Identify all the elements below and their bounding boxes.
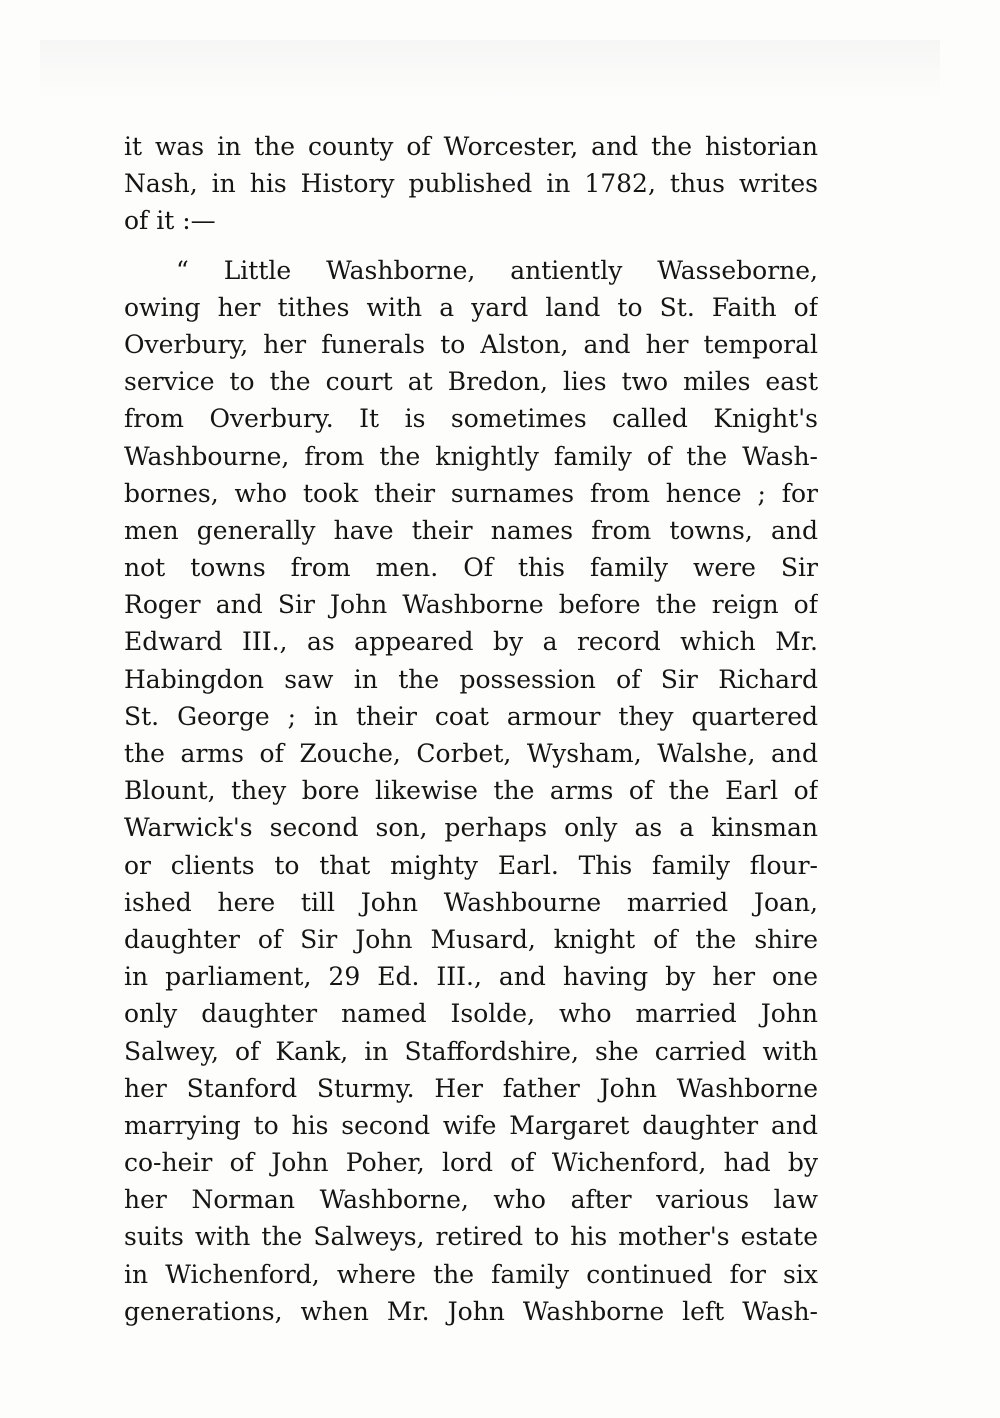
text-line: of it :—: [124, 206, 216, 236]
text-line: her Norman Washborne, who after various law: [124, 1185, 818, 1215]
text-line: owing her tithes with a yard land to St. Faith of: [124, 292, 818, 322]
text-line: marrying to his second wife Margaret daughter and: [124, 1110, 818, 1140]
text-line: the arms of Zouche, Corbet, Wysham, Walshe, and: [124, 739, 818, 768]
text-line: Washbourne, from the knightly family of the Wash-: [124, 441, 818, 471]
text-line: in parliament, 29 Ed. III., and having by her one: [124, 962, 818, 992]
text-line: or clients to that mighty Earl. This family flour-: [124, 850, 818, 880]
text-line: co-heir of John Poher, lord of Wichenford, had by: [124, 1148, 818, 1178]
text-line: bornes, who took their surnames from hence ; for: [124, 478, 818, 508]
text-line: Overbury, her funerals to Alston, and her temporal: [124, 329, 818, 359]
text-line: service to the court at Bredon, lies two miles east: [124, 367, 818, 397]
text-line: Blount, they bore likewise the arms of the Earl of: [124, 776, 818, 806]
text-line: generations, when Mr. John Washborne left Wash-: [124, 1296, 818, 1326]
text-line: suits with the Salweys, retired to his mother's estate: [124, 1222, 818, 1252]
text-line: St. George ; in their coat armour they quartered: [124, 701, 818, 731]
text-line: it was in the county of Worcester, and the historian: [124, 132, 818, 161]
text-line: Warwick's second son, perhaps only as a kinsman: [124, 813, 818, 843]
paragraph-1: [124, 128, 818, 240]
text-line: ished here till John Washbourne married Joan,: [124, 887, 818, 917]
text-line: daughter of Sir John Musard, knight of the shire: [124, 924, 818, 954]
paragraph-2: [124, 252, 818, 1330]
text-line: her Stanford Sturmy. Her father John Washborne: [124, 1073, 818, 1103]
page-header-shade: [40, 40, 940, 100]
body-text: [124, 128, 818, 1330]
text-line: Nash, in his History published in 1782, thus writes: [124, 169, 818, 199]
text-line: Edward III., as appeared by a record which Mr.: [124, 627, 818, 657]
text-line: in Wichenford, where the family continued for six: [124, 1259, 818, 1289]
text-line: only daughter named Isolde, who married John: [124, 999, 818, 1029]
text-line: Roger and Sir John Washborne before the reign of: [124, 590, 818, 620]
text-line: men generally have their names from towns, and: [124, 515, 818, 545]
text-line: “ Little Washborne, antiently Wasseborne,: [176, 255, 818, 285]
text-line: from Overbury. It is sometimes called Knight's: [124, 404, 818, 434]
text-line: Salwey, of Kank, in Staffordshire, she carried with: [124, 1036, 818, 1066]
text-line: Habingdon saw in the possession of Sir Richard: [124, 664, 818, 694]
text-line: not towns from men. Of this family were Sir: [124, 553, 818, 583]
